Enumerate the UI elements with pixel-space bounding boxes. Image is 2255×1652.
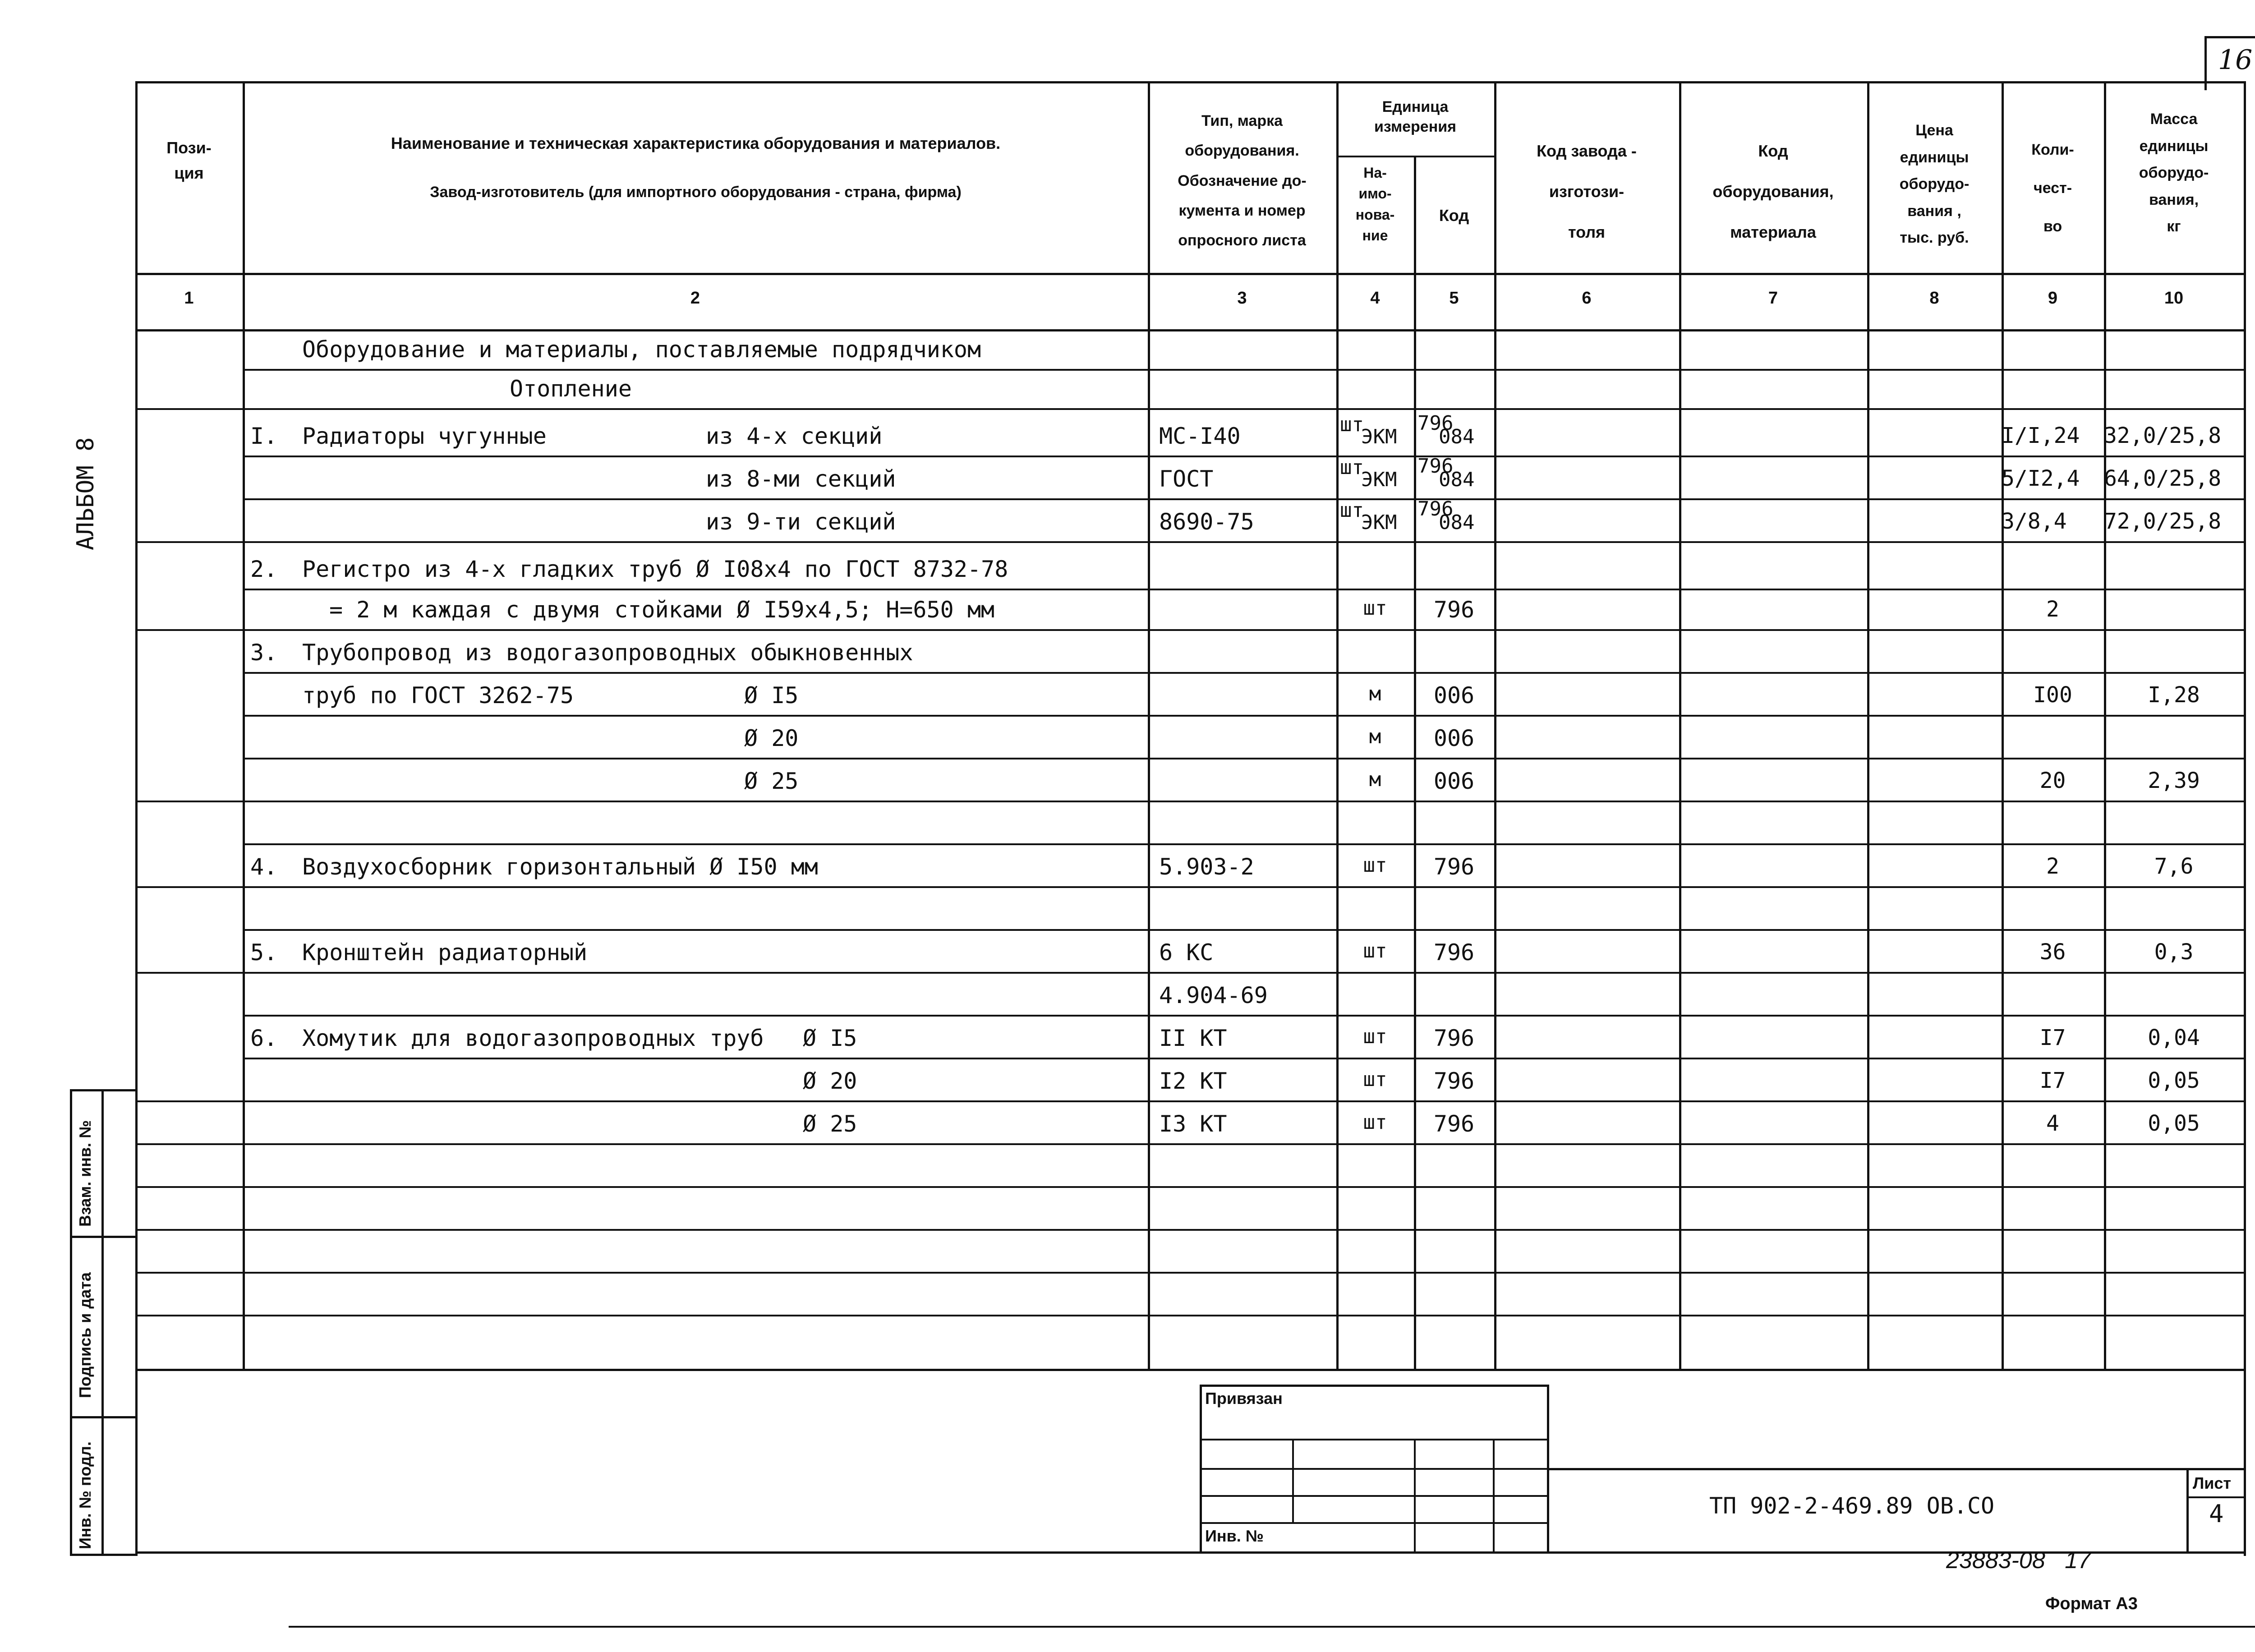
row-code: 006 bbox=[1433, 768, 1475, 794]
row-description-detail: Ø 25 bbox=[744, 768, 799, 794]
row-position: 5. bbox=[250, 939, 278, 966]
row-description: Отопление bbox=[510, 376, 632, 402]
row-code: 796 bbox=[1417, 455, 1454, 478]
row-description-detail: Ø 25 bbox=[803, 1111, 857, 1137]
row-quantity: I/I,24 bbox=[2002, 423, 2080, 448]
row-mass: 0,04 bbox=[2148, 1025, 2200, 1050]
sheet-label: Лист bbox=[2193, 1474, 2232, 1492]
sheet-number: 4 bbox=[2209, 1500, 2224, 1528]
row-unit: шт bbox=[1363, 854, 1387, 877]
row-mass: 0,05 bbox=[2148, 1068, 2200, 1093]
row-quantity: 5/I2,4 bbox=[2002, 466, 2080, 491]
header-type: Тип, марка оборудования. Обозначение до- кумента и номер опросного листа bbox=[1178, 112, 1307, 249]
row-code: 796 bbox=[1433, 1068, 1475, 1094]
column-number-5: 5 bbox=[1449, 289, 1459, 308]
column-number-2: 2 bbox=[690, 289, 700, 308]
header-name-line2: Завод-изготовитель (для импортного оборудования - страна, фирма) bbox=[430, 184, 962, 201]
column-number-9: 9 bbox=[2048, 289, 2058, 308]
row-mass: 0,05 bbox=[2148, 1111, 2200, 1136]
row-code: 796 bbox=[1417, 412, 1454, 435]
header-price: Цена единицы оборудо- вания , тыс. руб. bbox=[1899, 122, 1970, 246]
row-description-detail: из 4-х секций bbox=[706, 423, 883, 449]
row-mass: 72,0/25,8 bbox=[2104, 509, 2222, 534]
row-description: Радиаторы чугунные bbox=[302, 423, 547, 449]
row-unit-sub: ЭКМ bbox=[1361, 425, 1397, 448]
row-position: 2. bbox=[250, 556, 278, 582]
column-number-4: 4 bbox=[1370, 289, 1380, 308]
row-code: 796 bbox=[1417, 497, 1454, 520]
handwritten-number: 23883-08 17 bbox=[1946, 1547, 2091, 1574]
row-code: 796 bbox=[1433, 597, 1475, 623]
header-quantity: Коли- чест- во bbox=[2031, 141, 2074, 235]
header-position: Пози- ция bbox=[166, 138, 212, 182]
row-type: 4.904-69 bbox=[1159, 982, 1268, 1008]
row-type: 6 КС bbox=[1159, 939, 1214, 966]
row-unit: шт bbox=[1363, 939, 1387, 962]
row-type: МС-I40 bbox=[1159, 423, 1241, 449]
row-mass: 7,6 bbox=[2154, 854, 2194, 879]
row-mass: 2,39 bbox=[2148, 768, 2200, 793]
header-unit-name: На- имо- нова- ние bbox=[1355, 165, 1395, 244]
column-number-1: 1 bbox=[184, 289, 194, 308]
album-label: АЛЬБОМ 8 bbox=[72, 437, 99, 550]
side-stamp-inv-no: Инв. № подл. bbox=[76, 1441, 94, 1549]
header-name-line1: Наименование и техническая характеристика оборудования и материалов. bbox=[391, 134, 1001, 152]
row-unit: шт bbox=[1363, 1111, 1387, 1134]
row-quantity: I7 bbox=[2039, 1068, 2066, 1093]
side-stamp-sign-date: Подпись и дата bbox=[76, 1272, 94, 1398]
row-type: 5.903-2 bbox=[1159, 854, 1254, 880]
column-number-7: 7 bbox=[1768, 289, 1778, 308]
header-unit-code: Код bbox=[1439, 206, 1469, 225]
row-mass: 0,3 bbox=[2154, 939, 2194, 965]
row-mass: 32,0/25,8 bbox=[2104, 423, 2222, 448]
side-stamp-vzam: Взам. инв. № bbox=[76, 1120, 94, 1227]
row-description: Воздухосборник горизонтальный Ø I50 мм bbox=[302, 854, 818, 880]
header-equipment-code: Код оборудования, материала bbox=[1712, 142, 1834, 241]
row-position: I. bbox=[250, 423, 278, 449]
row-code: 796 bbox=[1433, 1025, 1475, 1051]
row-unit: шт bbox=[1363, 1068, 1387, 1091]
row-quantity: I7 bbox=[2039, 1025, 2066, 1050]
row-position: 4. bbox=[250, 854, 278, 880]
row-description-detail: Ø I5 bbox=[803, 1025, 857, 1051]
row-code: 796 bbox=[1433, 854, 1475, 880]
row-type: 8690-75 bbox=[1159, 509, 1254, 535]
page-number: 16 bbox=[2218, 44, 2253, 76]
row-description-detail: Ø I5 bbox=[744, 682, 799, 709]
row-description-detail: из 8-ми секций bbox=[706, 466, 896, 492]
row-type: I3 КТ bbox=[1159, 1111, 1227, 1137]
row-description: Оборудование и материалы, поставляемые подрядчиком bbox=[302, 336, 981, 363]
row-unit: шт bbox=[1340, 413, 1364, 436]
row-description: Кронштейн радиаторный bbox=[302, 939, 588, 966]
row-code-sub: 084 bbox=[1439, 425, 1475, 448]
row-description: Трубопровод из водогазопроводных обыкновенных bbox=[302, 640, 913, 666]
row-unit: шт bbox=[1340, 499, 1364, 522]
row-type: I2 КТ bbox=[1159, 1068, 1227, 1094]
row-code: 796 bbox=[1433, 1111, 1475, 1137]
row-description: = 2 м каждая с двумя стойками Ø I59x4,5; H=650 мм bbox=[329, 597, 995, 623]
row-code-sub: 084 bbox=[1439, 511, 1475, 534]
row-quantity: 36 bbox=[2039, 939, 2066, 965]
row-code: 006 bbox=[1433, 725, 1475, 751]
row-unit: шт bbox=[1340, 456, 1364, 479]
row-description-detail: Ø 20 bbox=[744, 725, 799, 751]
row-unit: м bbox=[1369, 725, 1381, 748]
row-unit: м bbox=[1369, 682, 1381, 705]
column-number-10: 10 bbox=[2164, 289, 2184, 308]
column-number-8: 8 bbox=[1929, 289, 1939, 308]
column-number-3: 3 bbox=[1237, 289, 1247, 308]
header-unit-group: Единица измерения bbox=[1374, 98, 1456, 136]
title-inv-no-label: Инв. № bbox=[1205, 1527, 1264, 1545]
privyazan-label: Привязан bbox=[1205, 1389, 1283, 1408]
row-unit-sub: ЭКМ bbox=[1361, 511, 1397, 534]
row-quantity: 4 bbox=[2046, 1111, 2059, 1136]
row-code: 006 bbox=[1433, 682, 1475, 709]
row-quantity: 3/8,4 bbox=[2002, 509, 2067, 534]
row-quantity: 2 bbox=[2046, 854, 2059, 879]
row-quantity: 2 bbox=[2046, 597, 2059, 622]
row-description: труб по ГОСТ 3262-75 bbox=[302, 682, 574, 709]
row-unit: м bbox=[1369, 768, 1381, 791]
row-unit-sub: ЭКМ bbox=[1361, 468, 1397, 491]
row-code-sub: 084 bbox=[1439, 468, 1475, 491]
row-code: 796 bbox=[1433, 939, 1475, 966]
row-mass: I,28 bbox=[2148, 682, 2200, 708]
header-factory-code: Код завода - изготози- толя bbox=[1537, 142, 1637, 241]
row-type: ГОСТ bbox=[1159, 466, 1214, 492]
row-unit: шт bbox=[1363, 1025, 1387, 1048]
row-description-detail: Ø 20 bbox=[803, 1068, 857, 1094]
header-mass: Масса единицы оборудо- вания, кг bbox=[2139, 110, 2209, 235]
row-quantity: 20 bbox=[2039, 768, 2066, 793]
format-label: Формат А3 bbox=[2045, 1594, 2138, 1613]
row-description-detail: из 9-ти секций bbox=[706, 509, 896, 535]
row-description: Хомутик для водогазопроводных труб bbox=[302, 1025, 764, 1051]
row-type: II КТ bbox=[1159, 1025, 1227, 1051]
document-code: ТП 902-2-469.89 ОВ.СО bbox=[1709, 1493, 1995, 1519]
row-unit: шт bbox=[1363, 597, 1387, 620]
row-position: 6. bbox=[250, 1025, 278, 1051]
row-quantity: I00 bbox=[2033, 682, 2072, 708]
row-description: Регистро из 4-х гладких труб Ø I08x4 по ГОСТ 8732-78 bbox=[302, 556, 1008, 582]
column-number-6: 6 bbox=[1582, 289, 1592, 308]
row-mass: 64,0/25,8 bbox=[2104, 466, 2222, 491]
row-position: 3. bbox=[250, 640, 278, 666]
